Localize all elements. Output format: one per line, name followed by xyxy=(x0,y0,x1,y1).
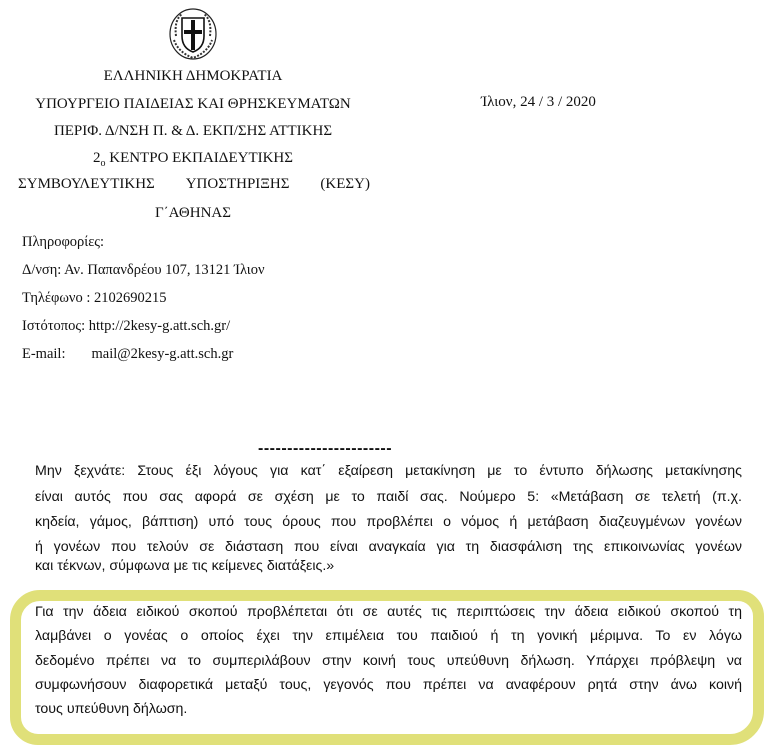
header-kesy-word-1: ΣΥΜΒΟΥΛΕΥΤΙΚΗΣ xyxy=(18,176,155,192)
header-line-republic: ΕΛΛΗΝΙΚΗ ΔΗΜΟΚΡΑΤΙΑ xyxy=(103,68,283,84)
paragraph-special-leave xyxy=(35,600,742,721)
paragraph-line: συμφωνήσουν διαφορετικά μεταξύ τους, γεγονός που πρέπει να αναφέρουν ρητά στην άνω κοινή xyxy=(35,676,742,693)
header-center-name: ΚΕΝΤΡΟ ΕΚΠΑΙΔΕΥΤΙΚΗΣ xyxy=(105,150,293,166)
paragraph-line: δεδομένο πρέπει να το συμπεριλάβουν στην κοινή τους υπεύθυνη δήλωση. Υπάρχει πρόβλεψη να xyxy=(35,652,742,669)
header-kesy-word-2: ΥΠΟΣΤΗΡΙΞΗΣ xyxy=(185,176,290,192)
header-line-directorate: ΠΕΡΙΦ. Δ/ΝΣΗ Π. & Δ. ΕΚΠ/ΣΗΣ ΑΤΤΙΚΗΣ xyxy=(53,123,333,139)
paragraph-line: Μην ξεχνάτε: Στους έξι λόγους για κατ΄ εξαίρεση μετακίνηση με το έντυπο δήλωσης μετακίνησης xyxy=(35,463,742,479)
header-center-number: 2 xyxy=(92,150,101,166)
paragraph-line: Για την άδεια ειδικού σκοπού προβλέπεται ότι σε αυτές τις περιπτώσεις την άδεια ειδικού σκοπού τη xyxy=(35,604,742,620)
header-line-ministry: ΥΠΟΥΡΓΕΙΟ ΠΑΙΔΕΙΑΣ ΚΑΙ ΘΡΗΣΚΕΥΜΑΤΩΝ xyxy=(35,96,351,112)
greek-coat-of-arms-icon xyxy=(168,6,218,61)
info-address: Δ/νση: Αν. Παπανδρέου 107, 13121 Ίλιον xyxy=(22,262,265,278)
paragraph-line: κηδεία, γάμος, βάπτιση) υπό τους όρους που προβλέπει ο νόμος ή μετάβαση διαζευγμένων γονέων xyxy=(35,514,742,530)
paragraph-line: είναι αυτός που σας αφορά σε σχέση με το παιδί σας. Νούμερο 5: «Μετάβαση σε τελετή (π.χ. xyxy=(35,488,742,505)
header-kesy-word-3: (ΚΕΣΥ) xyxy=(320,176,370,192)
paragraph-line: τους υπεύθυνη δήλωση. xyxy=(35,701,188,718)
header-line-center xyxy=(0,150,386,169)
paragraph-reason-five xyxy=(35,459,742,574)
info-phone: Τηλέφωνο : 2102690215 xyxy=(22,290,167,306)
document-date: Ίλιον, 24 / 3 / 2020 xyxy=(481,94,596,110)
header-line-athens: Γ΄ΑΘΗΝΑΣ xyxy=(155,205,231,221)
header-line-kesy xyxy=(18,176,370,193)
paragraph-line: ή γονέων που τελούν σε διάσταση που είναι αναγκαία για τη διασφάλιση της επικοινωνίας γονέων xyxy=(35,538,742,555)
info-label: Πληροφορίες: xyxy=(22,234,105,250)
info-website: Ιστότοπος: http://2kesy-g.att.sch.gr/ xyxy=(22,318,231,334)
info-email-label: E-mail: xyxy=(22,346,66,362)
paragraph-line: λαμβάνει ο γονέας ο οποίος έχει την επιμέλεια του παιδιού ή τη γονική μέριμνα. Το εν λόγω xyxy=(35,628,742,645)
info-email-value: mail@2kesy-g.att.sch.gr xyxy=(91,346,234,362)
section-divider: ----------------------- xyxy=(258,440,393,457)
info-email xyxy=(22,346,233,363)
paragraph-line: και τέκνων, σύμφωνα με τις κείμενες διατάξεις.» xyxy=(35,557,335,574)
header-center-ordinal: ο xyxy=(100,158,106,169)
